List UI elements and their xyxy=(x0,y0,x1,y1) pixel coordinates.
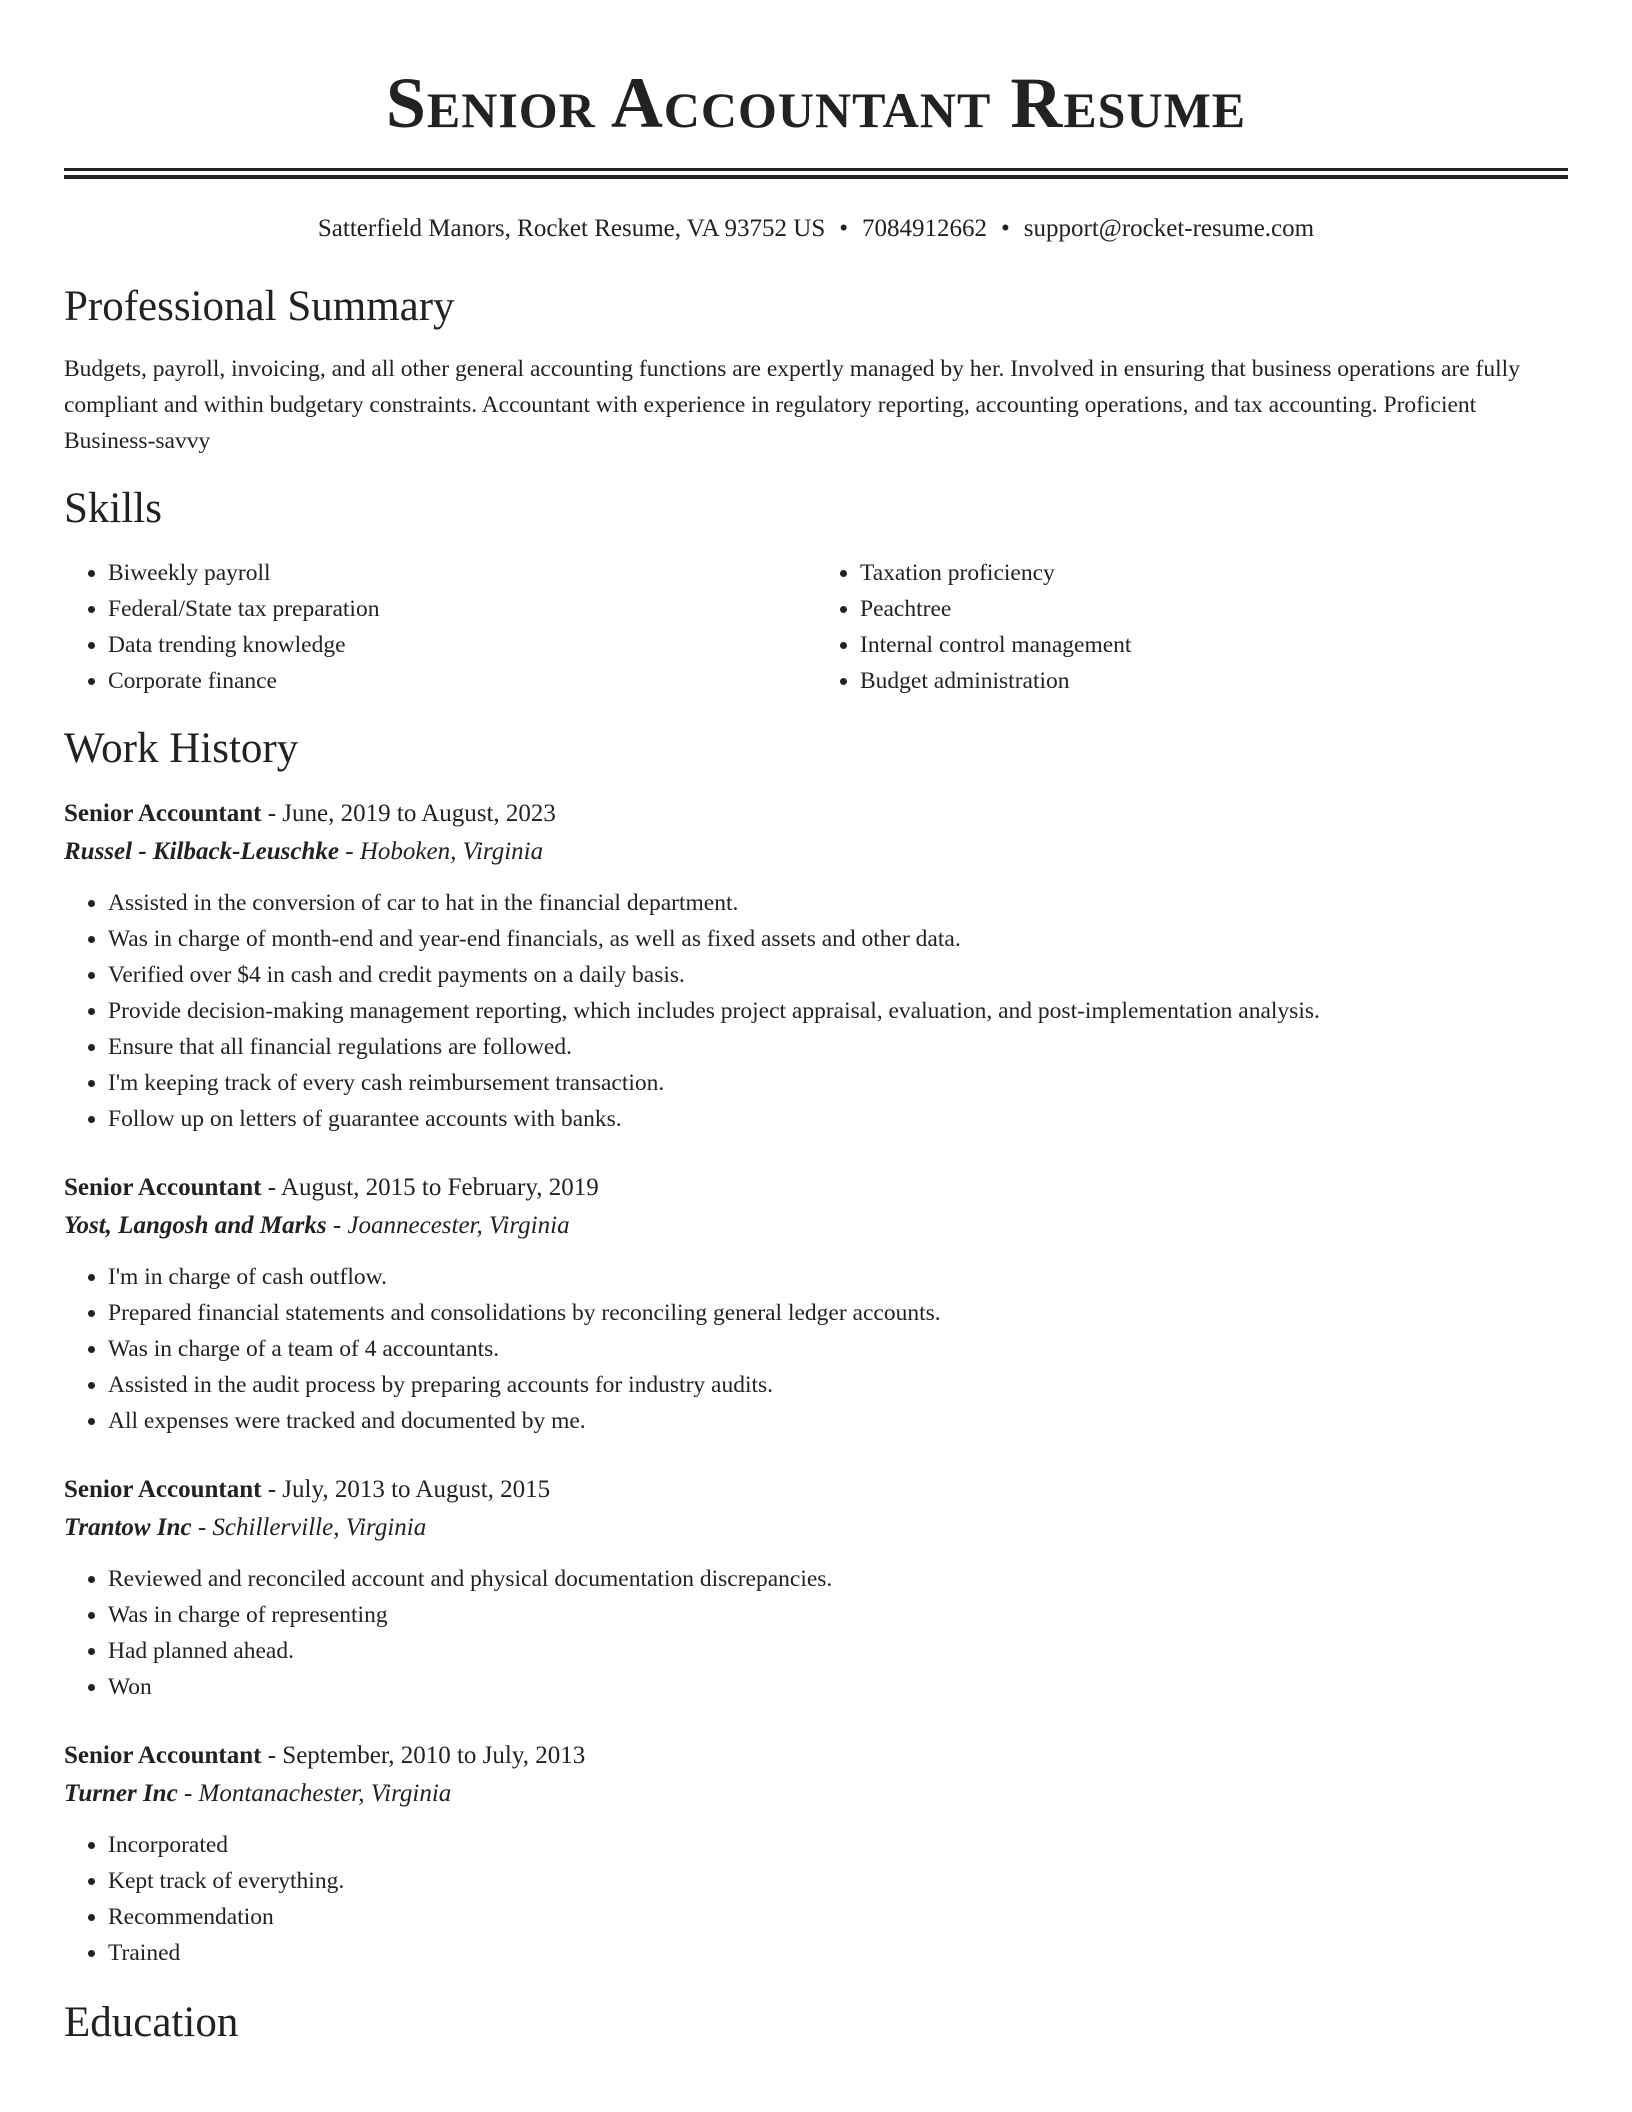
skill-item: • Internal control management xyxy=(860,627,1568,663)
contact-separator: • xyxy=(1001,215,1010,242)
job-bullet: • Was in charge of a team of 4 accountants. xyxy=(108,1331,1568,1367)
company-line xyxy=(64,1775,1568,1813)
job-bullet: • Assisted in the audit process by preparing accounts for industry audits. xyxy=(108,1367,1568,1403)
job-bullet: • Was in charge of month-end and year-end financials, as well as fixed assets and other data. xyxy=(108,921,1568,957)
job-title: Senior Accountant xyxy=(64,1476,262,1503)
job-title-line xyxy=(64,795,1568,833)
job-bullet: • Had planned ahead. xyxy=(108,1633,1568,1669)
job-dates: - August, 2015 to February, 2019 xyxy=(261,1174,599,1201)
job-title: Senior Accountant xyxy=(64,1742,262,1769)
job-bullet: • I'm in charge of cash outflow. xyxy=(108,1259,1568,1295)
summary-heading: Professional Summary xyxy=(64,283,455,330)
job-bullet: • Won xyxy=(108,1669,1568,1705)
skill-item: • Corporate finance xyxy=(108,663,816,699)
job-bullet: • Follow up on letters of guarantee accounts with banks. xyxy=(108,1101,1568,1137)
company-line xyxy=(64,1207,1568,1245)
skill-item: • Biweekly payroll xyxy=(108,555,816,591)
contact-phone: 7084912662 xyxy=(862,215,988,242)
job-entry xyxy=(64,1737,1568,1971)
job-bullet: • All expenses were tracked and documented by me. xyxy=(108,1403,1568,1439)
job-dates: - June, 2019 to August, 2023 xyxy=(261,800,556,827)
page-title: Senior Accountant Resume xyxy=(385,63,1247,143)
job-entry xyxy=(64,1471,1568,1705)
skills-column-left xyxy=(64,555,816,699)
company-location: - Joannecester, Virginia xyxy=(326,1212,570,1239)
job-bullet: • Reviewed and reconciled account and physical documentation discrepancies. xyxy=(108,1561,1568,1597)
skills-column-right xyxy=(816,555,1568,699)
title-double-rule xyxy=(64,168,1568,179)
job-entry xyxy=(64,795,1568,1137)
job-title-line xyxy=(64,1169,1568,1207)
job-bullet: • I'm keeping track of every cash reimbursement transaction. xyxy=(108,1065,1568,1101)
job-bullets xyxy=(64,1827,1568,1971)
summary-text: Budgets, payroll, invoicing, and all other general accounting functions are expertly managed by her. Involved in ensuring that business operations are fully compliant and within budgetary constraints. Accountant with experience in regulatory reporting, accounting operations, and tax accounting. Proficient Business-savvy xyxy=(64,356,1520,454)
skill-item: • Budget administration xyxy=(860,663,1568,699)
company-name: Trantow Inc xyxy=(64,1514,192,1541)
job-bullet: • Recommendation xyxy=(108,1899,1568,1935)
education-heading: Education xyxy=(64,1999,239,2046)
job-title: Senior Accountant xyxy=(64,800,262,827)
job-bullet: • Provide decision-making management reporting, which includes project appraisal, evaluation, and post-implementation analysis. xyxy=(108,993,1568,1029)
company-name: Turner Inc xyxy=(64,1780,178,1807)
job-bullet: • Verified over $4 in cash and credit payments on a daily basis. xyxy=(108,957,1568,993)
job-bullet: • Assisted in the conversion of car to hat in the financial department. xyxy=(108,885,1568,921)
job-entry xyxy=(64,1169,1568,1439)
company-location: - Hoboken, Virginia xyxy=(339,838,544,865)
contact-address: Satterfield Manors, Rocket Resume, VA 93752 US xyxy=(317,215,826,242)
skill-item: • Federal/State tax preparation xyxy=(108,591,816,627)
company-location: - Montanachester, Virginia xyxy=(177,1780,452,1807)
skill-item: • Data trending knowledge xyxy=(108,627,816,663)
job-bullet: • Was in charge of representing xyxy=(108,1597,1568,1633)
skills-list xyxy=(64,555,1568,699)
job-dates: - September, 2010 to July, 2013 xyxy=(261,1742,586,1769)
company-line xyxy=(64,1509,1568,1547)
company-location: - Schillerville, Virginia xyxy=(191,1514,427,1541)
skills-heading: Skills xyxy=(64,485,162,532)
job-dates: - July, 2013 to August, 2015 xyxy=(261,1476,551,1503)
contact-email: support@rocket-resume.com xyxy=(1023,215,1315,242)
company-line xyxy=(64,833,1568,871)
job-bullets xyxy=(64,1561,1568,1705)
skill-item: • Peachtree xyxy=(860,591,1568,627)
skill-item: • Taxation proficiency xyxy=(860,555,1568,591)
job-bullet: • Trained xyxy=(108,1935,1568,1971)
job-bullets xyxy=(64,1259,1568,1439)
job-title-line xyxy=(64,1471,1568,1509)
contact-separator: • xyxy=(839,215,849,242)
job-bullets xyxy=(64,885,1568,1137)
job-bullet: • Prepared financial statements and consolidations by reconciling general ledger accounts. xyxy=(108,1295,1568,1331)
company-name: Russel - Kilback-Leuschke xyxy=(64,838,339,865)
job-bullet: • Kept track of everything. xyxy=(108,1863,1568,1899)
job-title: Senior Accountant xyxy=(64,1174,262,1201)
company-name: Yost, Langosh and Marks xyxy=(64,1212,327,1239)
job-title-line xyxy=(64,1737,1568,1775)
contact-line xyxy=(64,213,1568,245)
job-bullet: • Ensure that all financial regulations are followed. xyxy=(108,1029,1568,1065)
work-history-heading: Work History xyxy=(64,725,299,772)
job-bullet: • Incorporated xyxy=(108,1827,1568,1863)
